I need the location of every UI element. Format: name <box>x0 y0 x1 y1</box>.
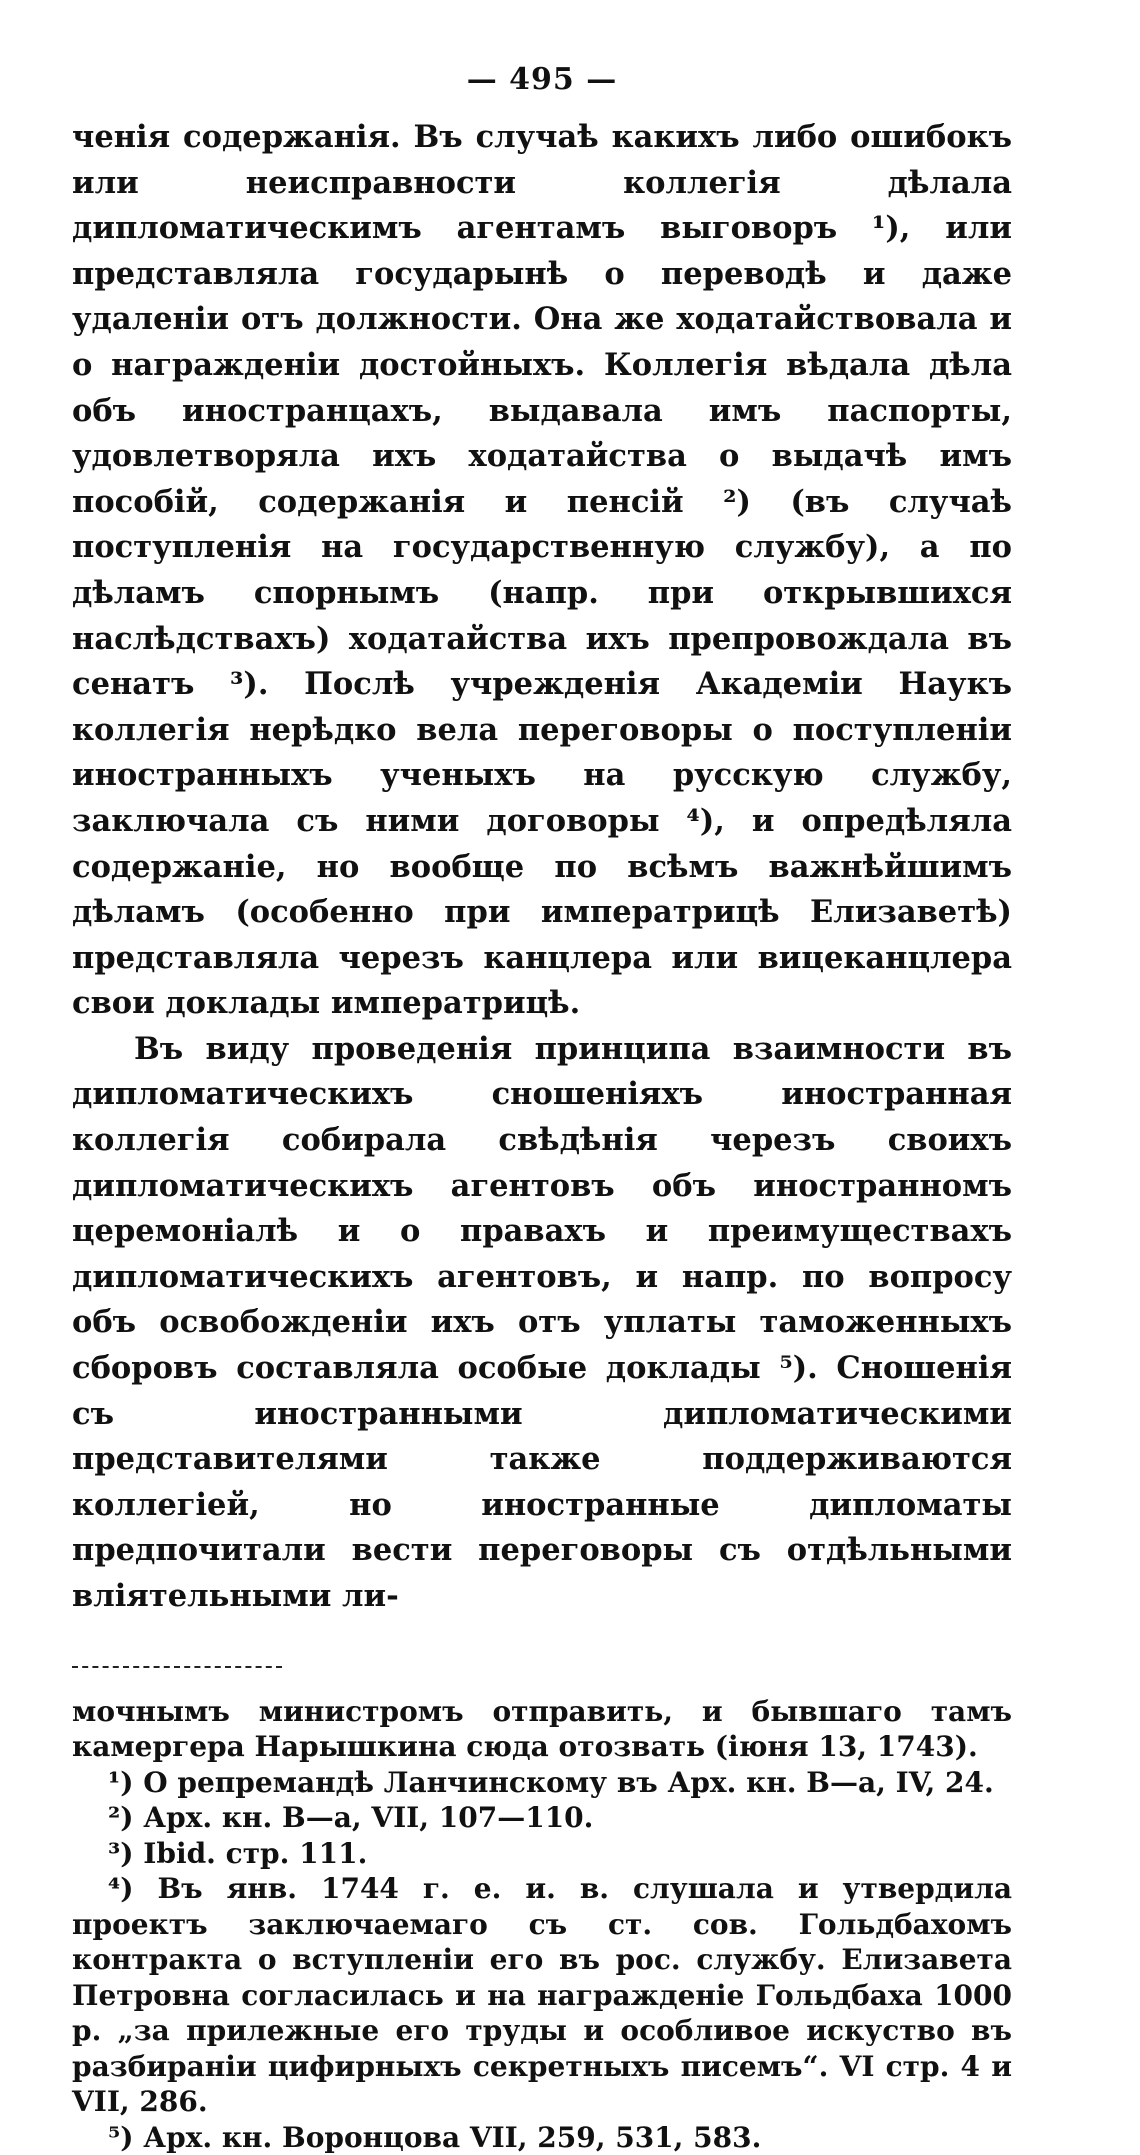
footnote-2 <box>72 1800 1012 1836</box>
paragraph-1: ченія содержанія. Въ случаѣ какихъ либо ошибокъ или неисправности коллегія дѣлала дипломатическимъ агентамъ выговоръ ¹), или представляла государынѣ о переводѣ и даже удаленіи отъ должности. Она же ходатайствовала и о награжденіи достойныхъ. Коллегія вѣдала дѣла объ иностранцахъ, выдавала имъ паспорты, удовлетворяла ихъ ходатайства о выдачѣ имъ пособій, содержанія и пенсій ²) (въ случаѣ поступленія на государственную службу), а по дѣламъ спорнымъ (напр. при открывшихся наслѣдствахъ) ходатайства ихъ препровождала въ сенатъ ³). Послѣ учрежденія Академіи Наукъ коллегія нерѣдко вела переговоры о поступленіи иностранныхъ ученыхъ на русскую службу, заключала съ ними договоры ⁴), и опредѣляла содержаніе, но вообще по всѣмъ важнѣйшимъ дѣламъ (особенно при императрицѣ Елизаветѣ) представляла черезъ канцлера или вицеканцлера свои доклады императрицѣ. <box>72 119 1012 1022</box>
footnote-text: Ibid. стр. 111. <box>143 1836 368 1870</box>
footnote-1 <box>72 1765 1012 1801</box>
footnote-continuation: мочнымъ министромъ отправить, и бывшаго тамъ камергера Нарышкина сюда отозвать (іюня 13, 1743). <box>72 1694 1012 1764</box>
footnotes <box>72 1694 1012 2155</box>
footnote-text: О репремандѣ Ланчинскому въ Арх. кн. В—а, IV, 24. <box>143 1765 994 1799</box>
paragraph-2: Въ виду проведенія принципа взаимности въ дипломатическихъ сношеніяхъ иностранная коллегія собирала свѣдѣнія черезъ своихъ дипломатическихъ агентовъ объ иностранномъ церемоніалѣ и о правахъ и преимуществахъ дипломатическихъ агентовъ, и напр. по вопросу объ освобожденіи ихъ отъ уплаты таможенныхъ сборовъ составляла особые доклады ⁵). Сношенія съ иностранными дипломатическими представителями также поддерживаются коллегіей, но иностранные дипломаты предпочитали вести переговоры съ отдѣльными вліятельными ли- <box>72 1030 1012 1614</box>
footnote-separator <box>72 1666 282 1668</box>
footnote-mark: ⁵) <box>108 2120 134 2154</box>
footnote-mark: ¹) <box>108 1765 134 1799</box>
footnote-4 <box>72 1871 1012 2120</box>
page-number: — 495 — <box>466 62 618 97</box>
footnote-5 <box>72 2120 1012 2155</box>
footnote-text: Арх. кн. Воронцова VII, 259, 531, 583. <box>143 2120 762 2154</box>
footnote-3 <box>72 1836 1012 1872</box>
footnote-mark: ⁴) <box>108 1872 134 1906</box>
main-text <box>72 115 1012 1620</box>
footnote-mark: ³) <box>108 1836 134 1870</box>
footnote-text: Арх. кн. В—а, VII, 107—110. <box>143 1801 594 1835</box>
footnote-mark: ²) <box>108 1801 134 1835</box>
document-page <box>72 62 1012 2155</box>
footnote-text: Въ янв. 1744 г. е. и. в. слушала и утвердила проектъ заключаемаго съ ст. сов. Гольдбахомъ контракта о вступленіи его въ рос. службу. Елизавета Петровна согласилась и на награжденіе Гольдбаха 1000 р. „за прилежные его труды и особливое искуство въ разбираніи цифирныхъ секретныхъ писемъ“. VI стр. 4 и VII, 286. <box>72 1872 1012 2119</box>
